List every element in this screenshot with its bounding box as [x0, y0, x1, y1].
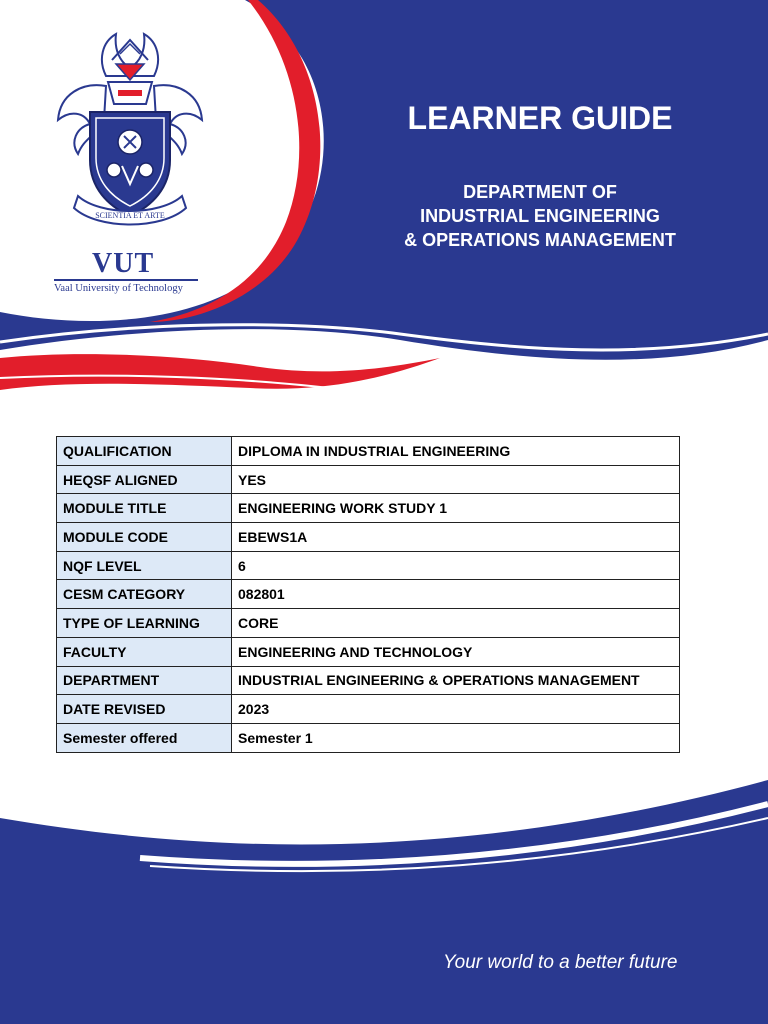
row-label: TYPE OF LEARNING: [57, 609, 232, 638]
row-label: NQF LEVEL: [57, 551, 232, 580]
row-label: CESM CATEGORY: [57, 580, 232, 609]
department-line: & OPERATIONS MANAGEMENT: [404, 230, 676, 250]
table-row: [57, 666, 680, 695]
row-value: 2023: [232, 695, 680, 724]
row-value: DIPLOMA IN INDUSTRIAL ENGINEERING: [232, 437, 680, 466]
row-value: 6: [232, 551, 680, 580]
row-label: MODULE CODE: [57, 523, 232, 552]
crest-motto: SCIENTIA ET ARTE: [95, 211, 165, 220]
table-row: [57, 723, 680, 752]
table-row: [57, 609, 680, 638]
row-value: YES: [232, 465, 680, 494]
footer-tagline: Your world to a better future: [443, 952, 678, 973]
table-row: [57, 551, 680, 580]
row-value: Semester 1: [232, 723, 680, 752]
row-label: DEPARTMENT: [57, 666, 232, 695]
row-label: Semester offered: [57, 723, 232, 752]
table-row: [57, 523, 680, 552]
row-value: 082801: [232, 580, 680, 609]
row-value: CORE: [232, 609, 680, 638]
module-info-table: [56, 436, 680, 753]
row-label: FACULTY: [57, 637, 232, 666]
row-label: HEQSF ALIGNED: [57, 465, 232, 494]
department-line: DEPARTMENT OF: [463, 182, 617, 202]
table-row: [57, 437, 680, 466]
row-value: ENGINEERING WORK STUDY 1: [232, 494, 680, 523]
row-label: MODULE TITLE: [57, 494, 232, 523]
table-row: [57, 695, 680, 724]
table-row: [57, 465, 680, 494]
document-title: LEARNER GUIDE: [407, 100, 673, 136]
university-full-name: Vaal University of Technology: [54, 283, 183, 294]
table-row: [57, 637, 680, 666]
university-crest-icon: [40, 20, 220, 250]
table-row: [57, 580, 680, 609]
row-value: EBEWS1A: [232, 523, 680, 552]
row-value: ENGINEERING AND TECHNOLOGY: [232, 637, 680, 666]
table-row: [57, 494, 680, 523]
row-value: INDUSTRIAL ENGINEERING & OPERATIONS MANAGEMENT: [232, 666, 680, 695]
department-heading: [380, 180, 700, 252]
row-label: DATE REVISED: [57, 695, 232, 724]
university-short-name: VUT: [92, 248, 155, 279]
row-label: QUALIFICATION: [57, 437, 232, 466]
department-line: INDUSTRIAL ENGINEERING: [420, 206, 660, 226]
logo-divider: [54, 279, 198, 281]
